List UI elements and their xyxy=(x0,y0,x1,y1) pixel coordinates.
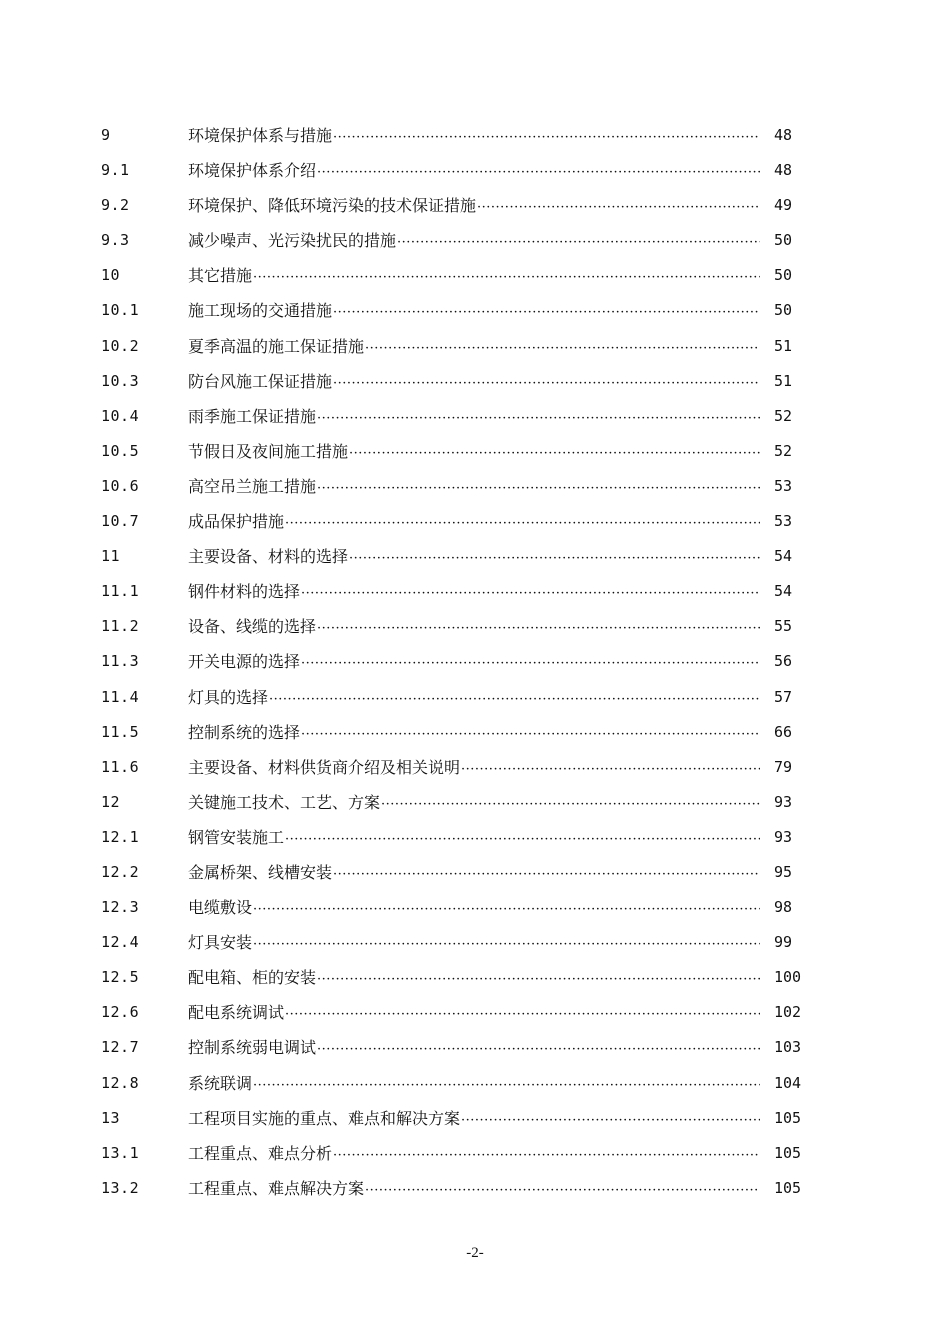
toc-entry-number: 12.8 xyxy=(101,1073,140,1092)
toc-entry[interactable] xyxy=(0,1136,950,1171)
toc-entry[interactable] xyxy=(0,118,950,153)
toc-entry-page: 56 xyxy=(770,644,792,679)
toc-entry-number: 11.1 xyxy=(101,582,140,601)
toc-entry-number: 12.3 xyxy=(101,898,140,917)
toc-entry-page: 50 xyxy=(770,258,792,293)
toc-entry-page: 105 xyxy=(770,1171,801,1206)
toc-entry-page: 79 xyxy=(770,750,792,785)
toc-entry[interactable] xyxy=(0,1101,950,1136)
toc-entry-page: 50 xyxy=(770,223,792,258)
toc-entry-number: 10.5 xyxy=(101,441,140,460)
toc-entry-number: 11.5 xyxy=(101,722,140,741)
toc-entry-page: 52 xyxy=(770,399,792,434)
toc-entry[interactable] xyxy=(0,539,950,574)
toc-entry-title: 防台风施工保证措施 ····· xyxy=(188,364,760,401)
toc-entry-page: 51 xyxy=(770,364,792,399)
toc-entry-title: 金属桥架、线槽安装 ····· xyxy=(188,855,760,892)
toc-entry-title: 环境保护体系与措施 ····· xyxy=(188,118,760,155)
toc-entry[interactable] xyxy=(0,469,950,504)
toc-entry-number: 11 xyxy=(101,547,121,566)
toc-entry-page: 48 xyxy=(770,153,792,188)
toc-entry-number: 13 xyxy=(101,1108,121,1127)
toc-entry-page: 105 xyxy=(770,1101,801,1136)
toc-entry-title: 成品保护措施 ····· xyxy=(188,504,760,541)
toc-entry-title: 系统联调 ····· xyxy=(188,1066,760,1103)
toc-entry-number: 10.2 xyxy=(101,336,140,355)
toc-entry-number: 12 xyxy=(101,792,121,811)
toc-entry-title: 工程重点、难点解决方案 ····· xyxy=(188,1171,760,1208)
toc-entry-page: 54 xyxy=(770,574,792,609)
toc-entry-number: 10.3 xyxy=(101,371,140,390)
toc-entry-page: 54 xyxy=(770,539,792,574)
toc-entry-page: 99 xyxy=(770,925,792,960)
toc-entry-page: 103 xyxy=(770,1030,801,1065)
toc-entry-title: 环境保护体系介绍 ····· xyxy=(188,153,760,190)
table-of-contents xyxy=(0,118,950,1206)
toc-entry[interactable] xyxy=(0,399,950,434)
toc-entry-title: 主要设备、材料的选择 ····· xyxy=(188,539,760,576)
toc-entry-title: 施工现场的交通措施 ····· xyxy=(188,293,760,330)
toc-entry-number: 10 xyxy=(101,266,121,285)
toc-entry[interactable] xyxy=(0,785,950,820)
toc-entry-title: 钢管安装施工 ····· xyxy=(188,820,760,857)
toc-entry[interactable] xyxy=(0,855,950,890)
toc-entry-title: 开关电源的选择 ····· xyxy=(188,644,760,681)
toc-entry[interactable] xyxy=(0,364,950,399)
toc-entry[interactable] xyxy=(0,574,950,609)
toc-entry-title: 其它措施 ····· xyxy=(188,258,760,295)
toc-entry-number: 9.3 xyxy=(101,231,130,250)
toc-entry-title: 雨季施工保证措施 ····· xyxy=(188,399,760,436)
toc-entry-number: 13.2 xyxy=(101,1178,140,1197)
toc-entry[interactable] xyxy=(0,609,950,644)
toc-entry-number: 12.6 xyxy=(101,1003,140,1022)
toc-entry-page: 66 xyxy=(770,715,792,750)
toc-entry-page: 98 xyxy=(770,890,792,925)
toc-entry-title: 工程重点、难点分析 ····· xyxy=(188,1136,760,1173)
toc-entry[interactable] xyxy=(0,293,950,328)
toc-entry-title: 环境保护、降低环境污染的技术保证措施 ····· xyxy=(188,188,760,225)
toc-entry-title: 灯具的选择 ····· xyxy=(188,680,760,717)
toc-entry-title: 节假日及夜间施工措施 ····· xyxy=(188,434,760,471)
toc-entry-number: 10.1 xyxy=(101,301,140,320)
toc-entry-number: 12.4 xyxy=(101,933,140,952)
toc-entry-number: 11.6 xyxy=(101,757,140,776)
toc-entry[interactable] xyxy=(0,153,950,188)
toc-entry[interactable] xyxy=(0,258,950,293)
toc-entry-number: 11.2 xyxy=(101,617,140,636)
toc-entry[interactable] xyxy=(0,1171,950,1206)
toc-entry-page: 100 xyxy=(770,960,801,995)
toc-entry-number: 10.7 xyxy=(101,512,140,531)
toc-entry-title: 灯具安装 ····· xyxy=(188,925,760,962)
toc-entry-page: 57 xyxy=(770,680,792,715)
toc-entry[interactable] xyxy=(0,223,950,258)
toc-entry-title: 配电系统调试 ····· xyxy=(188,995,760,1032)
toc-entry-page: 105 xyxy=(770,1136,801,1171)
toc-entry-page: 95 xyxy=(770,855,792,890)
toc-entry[interactable] xyxy=(0,680,950,715)
toc-entry-title: 夏季高温的施工保证措施 ····· xyxy=(188,329,760,366)
toc-entry-title: 设备、线缆的选择 ····· xyxy=(188,609,760,646)
toc-entry-page: 48 xyxy=(770,118,792,153)
toc-entry[interactable] xyxy=(0,644,950,679)
toc-entry[interactable] xyxy=(0,188,950,223)
toc-entry[interactable] xyxy=(0,820,950,855)
toc-entry[interactable] xyxy=(0,1030,950,1065)
toc-entry-title: 控制系统的选择 ····· xyxy=(188,715,760,752)
toc-entry[interactable] xyxy=(0,504,950,539)
toc-entry-number: 10.6 xyxy=(101,476,140,495)
toc-entry[interactable] xyxy=(0,329,950,364)
toc-entry[interactable] xyxy=(0,434,950,469)
toc-entry-page: 52 xyxy=(770,434,792,469)
toc-entry-number: 9 xyxy=(101,126,111,144)
toc-entry-title: 控制系统弱电调试 ····· xyxy=(188,1030,760,1067)
toc-entry[interactable] xyxy=(0,750,950,785)
toc-entry-page: 51 xyxy=(770,329,792,364)
toc-entry-page: 53 xyxy=(770,469,792,504)
toc-entry-title: 电缆敷设 ····· xyxy=(188,890,760,927)
toc-entry-page: 93 xyxy=(770,785,792,820)
toc-entry-title: 减少噪声、光污染扰民的措施 ····· xyxy=(188,223,760,260)
toc-entry-title: 钢件材料的选择 ····· xyxy=(188,574,760,611)
toc-entry[interactable] xyxy=(0,1066,950,1101)
toc-entry-page: 53 xyxy=(770,504,792,539)
toc-entry-page: 55 xyxy=(770,609,792,644)
toc-entry-number: 10.4 xyxy=(101,406,140,425)
toc-entry[interactable] xyxy=(0,890,950,925)
toc-entry-number: 12.7 xyxy=(101,1038,140,1057)
toc-entry[interactable] xyxy=(0,715,950,750)
toc-entry-page: 50 xyxy=(770,293,792,328)
toc-entry[interactable] xyxy=(0,925,950,960)
toc-entry-number: 9.1 xyxy=(101,161,130,180)
toc-entry-number: 12.1 xyxy=(101,827,140,846)
toc-entry-title: 配电箱、柜的安装 ····· xyxy=(188,960,760,997)
toc-entry-number: 13.1 xyxy=(101,1143,140,1162)
toc-entry-page: 102 xyxy=(770,995,801,1030)
toc-entry[interactable] xyxy=(0,960,950,995)
toc-entry[interactable] xyxy=(0,995,950,1030)
toc-entry-number: 12.2 xyxy=(101,862,140,881)
toc-entry-page: 49 xyxy=(770,188,792,223)
toc-entry-number: 9.2 xyxy=(101,196,130,215)
toc-entry-title: 工程项目实施的重点、难点和解决方案 ····· xyxy=(188,1101,760,1138)
toc-entry-page: 93 xyxy=(770,820,792,855)
toc-entry-number: 11.4 xyxy=(101,687,140,706)
toc-entry-title: 主要设备、材料供货商介绍及相关说明 ····· xyxy=(188,750,760,787)
toc-entry-number: 11.3 xyxy=(101,652,140,671)
toc-entry-page: 104 xyxy=(770,1066,801,1101)
toc-entry-title: 关键施工技术、工艺、方案 ····· xyxy=(188,785,760,822)
page-number: -2- xyxy=(466,1245,484,1261)
toc-entry-title: 高空吊兰施工措施 ····· xyxy=(188,469,760,506)
toc-entry-number: 12.5 xyxy=(101,968,140,987)
